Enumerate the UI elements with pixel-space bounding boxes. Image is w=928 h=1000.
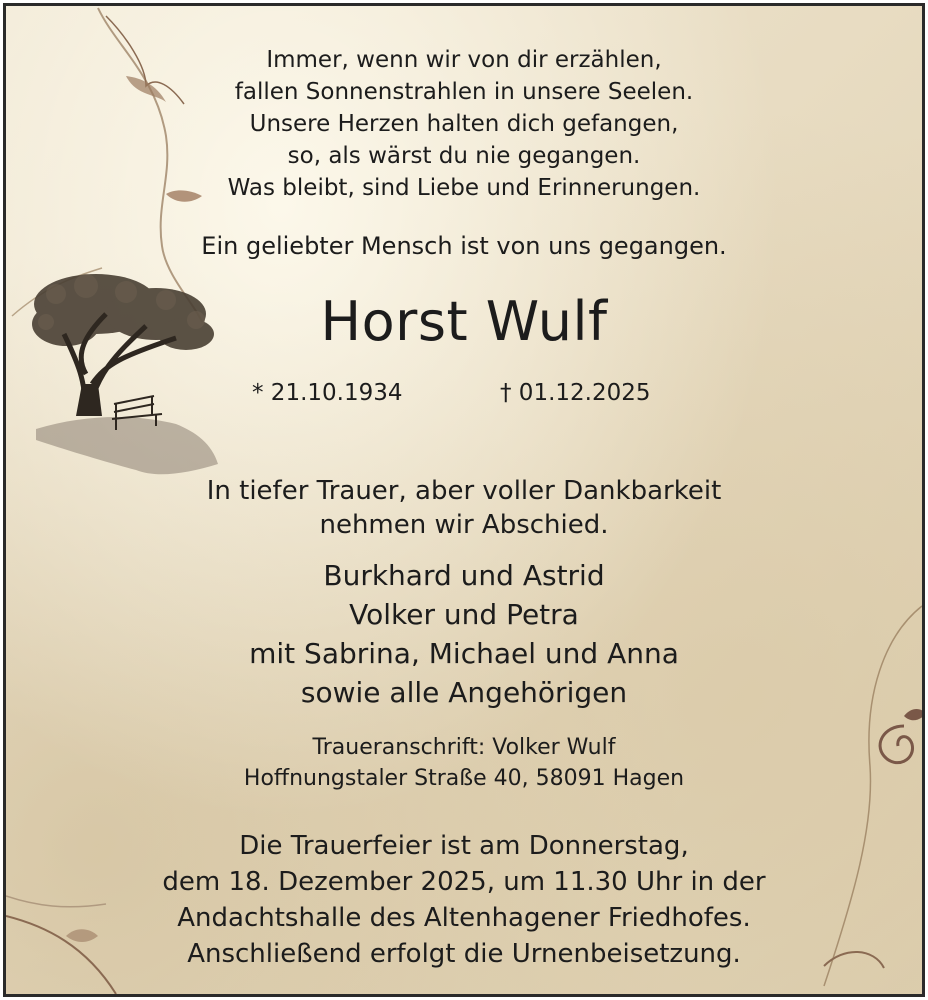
poem-line: Unsere Herzen halten dich gefangen, bbox=[249, 111, 679, 137]
service-line: Andachtshalle des Altenhagener Friedhofes. bbox=[177, 903, 751, 933]
memorial-poem bbox=[6, 44, 922, 204]
family-names bbox=[6, 556, 922, 712]
deceased-name: Horst Wulf bbox=[320, 290, 608, 353]
family-line: sowie alle Angehörigen bbox=[300, 676, 628, 709]
mourning-statement bbox=[6, 474, 922, 542]
mourning-line: nehmen wir Abschied. bbox=[319, 510, 609, 540]
poem-line: so, als wärst du nie gegangen. bbox=[287, 143, 641, 169]
service-line: Anschließend erfolgt die Urnenbeisetzung. bbox=[187, 939, 741, 969]
service-line: dem 18. Dezember 2025, um 11.30 Uhr in der bbox=[162, 867, 766, 897]
address-line: Hoffnungstaler Straße 40, 58091 Hagen bbox=[243, 766, 685, 791]
poem-line: Immer, wenn wir von dir erzählen, bbox=[266, 47, 662, 73]
mourning-line: In tiefer Trauer, aber voller Dankbarkeit bbox=[206, 476, 722, 506]
obituary-card bbox=[3, 3, 925, 997]
poem-line: Was bleibt, sind Liebe und Erinnerungen. bbox=[227, 175, 701, 201]
family-line: Burkhard und Astrid bbox=[323, 559, 605, 592]
intro-line: Ein geliebter Mensch ist von uns gegangen. bbox=[201, 232, 727, 260]
address-line: Traueranschrift: Volker Wulf bbox=[312, 735, 616, 760]
death-date: † 01.12.2025 bbox=[500, 380, 651, 406]
mourning-address bbox=[6, 732, 922, 794]
family-line: Volker und Petra bbox=[349, 598, 579, 631]
family-line: mit Sabrina, Michael und Anna bbox=[249, 637, 679, 670]
service-line: Die Trauerfeier ist am Donnerstag, bbox=[239, 831, 689, 861]
funeral-service-info bbox=[6, 828, 922, 972]
poem-line: fallen Sonnenstrahlen in unsere Seelen. bbox=[234, 79, 694, 105]
birth-date: * 21.10.1934 bbox=[252, 380, 403, 406]
